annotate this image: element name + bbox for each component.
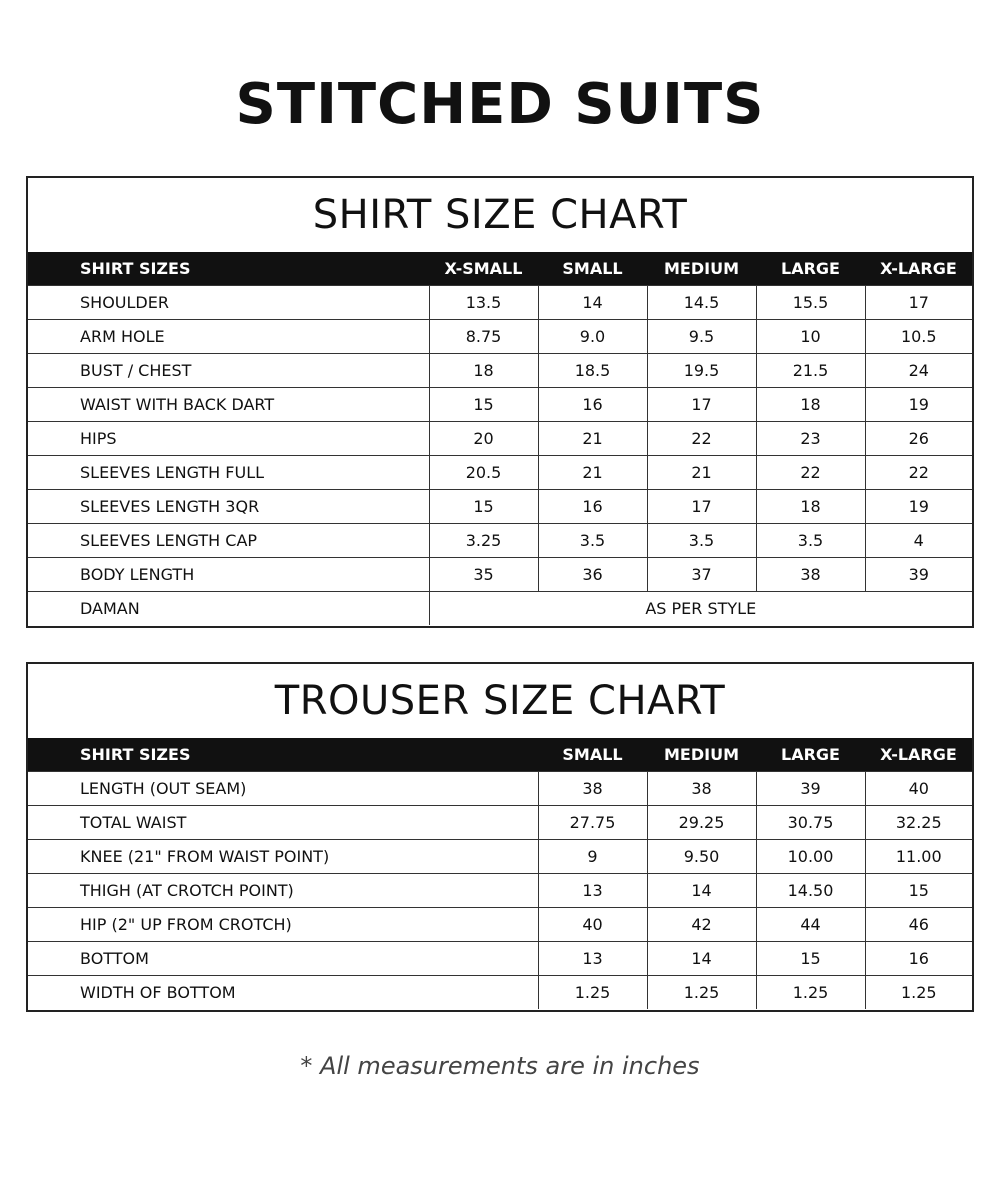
table-row bbox=[28, 976, 972, 1010]
table-cell: 22 bbox=[647, 422, 756, 456]
table-cell: 10 bbox=[756, 320, 865, 354]
table-row-daman bbox=[28, 592, 972, 626]
row-label: KNEE (21" FROM WAIST POINT) bbox=[28, 840, 538, 874]
table-row bbox=[28, 490, 972, 524]
shirt-header-row bbox=[28, 252, 972, 286]
page-title: STITCHED SUITS bbox=[235, 72, 765, 137]
table-cell: 29.25 bbox=[647, 806, 756, 840]
table-cell: 16 bbox=[538, 490, 647, 524]
table-cell: 13 bbox=[538, 942, 647, 976]
table-cell: 16 bbox=[865, 942, 972, 976]
row-label: DAMAN bbox=[28, 592, 429, 626]
table-row bbox=[28, 388, 972, 422]
table-cell: 30.75 bbox=[756, 806, 865, 840]
table-cell: 9.5 bbox=[647, 320, 756, 354]
table-cell: 10.00 bbox=[756, 840, 865, 874]
table-row bbox=[28, 524, 972, 558]
table-cell: 17 bbox=[865, 286, 972, 320]
table-cell: 18 bbox=[756, 490, 865, 524]
trouser-size-chart bbox=[26, 662, 974, 1012]
measurement-footnote: * All measurements are in inches bbox=[300, 1052, 700, 1080]
table-cell: 4 bbox=[865, 524, 972, 558]
table-cell: 18.5 bbox=[538, 354, 647, 388]
column-header: MEDIUM bbox=[647, 252, 756, 286]
table-cell: 46 bbox=[865, 908, 972, 942]
column-header: X-LARGE bbox=[865, 252, 972, 286]
table-cell: 19 bbox=[865, 388, 972, 422]
table-cell: 9.50 bbox=[647, 840, 756, 874]
table-row bbox=[28, 874, 972, 908]
table-cell: 8.75 bbox=[429, 320, 538, 354]
row-label: SLEEVES LENGTH 3QR bbox=[28, 490, 429, 524]
table-cell: 14 bbox=[647, 942, 756, 976]
row-label: HIPS bbox=[28, 422, 429, 456]
table-cell: 38 bbox=[647, 772, 756, 806]
table-cell: 3.5 bbox=[538, 524, 647, 558]
table-cell: 37 bbox=[647, 558, 756, 592]
table-cell: 9.0 bbox=[538, 320, 647, 354]
table-cell: 17 bbox=[647, 490, 756, 524]
table-cell: 17 bbox=[647, 388, 756, 422]
table-row bbox=[28, 286, 972, 320]
table-cell: 18 bbox=[429, 354, 538, 388]
table-row bbox=[28, 558, 972, 592]
table-cell: 16 bbox=[538, 388, 647, 422]
table-cell: 1.25 bbox=[538, 976, 647, 1010]
shirt-size-chart bbox=[26, 176, 974, 628]
table-cell: 1.25 bbox=[647, 976, 756, 1010]
trouser-chart-title: TROUSER SIZE CHART bbox=[274, 678, 726, 724]
table-cell: 21 bbox=[647, 456, 756, 490]
row-label: HIP (2" UP FROM CROTCH) bbox=[28, 908, 538, 942]
row-label: SHOULDER bbox=[28, 286, 429, 320]
table-cell: 38 bbox=[538, 772, 647, 806]
table-cell: 32.25 bbox=[865, 806, 972, 840]
table-cell: 20.5 bbox=[429, 456, 538, 490]
table-row bbox=[28, 422, 972, 456]
table-cell: 19 bbox=[865, 490, 972, 524]
table-cell: 22 bbox=[865, 456, 972, 490]
column-header: LARGE bbox=[756, 738, 865, 772]
table-cell: 42 bbox=[647, 908, 756, 942]
table-cell: 18 bbox=[756, 388, 865, 422]
table-cell: 40 bbox=[538, 908, 647, 942]
table-cell: 15 bbox=[756, 942, 865, 976]
row-label: ARM HOLE bbox=[28, 320, 429, 354]
row-label: LENGTH (OUT SEAM) bbox=[28, 772, 538, 806]
table-cell: 15.5 bbox=[756, 286, 865, 320]
table-cell: 21 bbox=[538, 456, 647, 490]
table-cell: 15 bbox=[865, 874, 972, 908]
table-cell: 15 bbox=[429, 388, 538, 422]
table-cell: 36 bbox=[538, 558, 647, 592]
row-label: THIGH (AT CROTCH POINT) bbox=[28, 874, 538, 908]
row-label: BUST / CHEST bbox=[28, 354, 429, 388]
table-cell: 10.5 bbox=[865, 320, 972, 354]
column-header: SMALL bbox=[538, 252, 647, 286]
row-label: WAIST WITH BACK DART bbox=[28, 388, 429, 422]
table-cell: 9 bbox=[538, 840, 647, 874]
daman-value-cell: AS PER STYLE bbox=[429, 592, 972, 626]
column-header: SHIRT SIZES bbox=[28, 252, 429, 286]
trouser-header-row bbox=[28, 738, 972, 772]
table-row bbox=[28, 840, 972, 874]
column-header: X-LARGE bbox=[865, 738, 972, 772]
row-label: BODY LENGTH bbox=[28, 558, 429, 592]
table-cell: 3.25 bbox=[429, 524, 538, 558]
table-cell: 27.75 bbox=[538, 806, 647, 840]
table-cell: 14 bbox=[538, 286, 647, 320]
table-cell: 38 bbox=[756, 558, 865, 592]
trouser-size-table bbox=[28, 738, 972, 1009]
table-cell: 14.50 bbox=[756, 874, 865, 908]
row-label: TOTAL WAIST bbox=[28, 806, 538, 840]
table-cell: 1.25 bbox=[756, 976, 865, 1010]
table-cell: 20 bbox=[429, 422, 538, 456]
table-cell: 35 bbox=[429, 558, 538, 592]
table-cell: 1.25 bbox=[865, 976, 972, 1010]
table-cell: 39 bbox=[756, 772, 865, 806]
table-row bbox=[28, 908, 972, 942]
table-cell: 3.5 bbox=[647, 524, 756, 558]
column-header: SMALL bbox=[538, 738, 647, 772]
table-cell: 15 bbox=[429, 490, 538, 524]
table-row bbox=[28, 320, 972, 354]
table-cell: 13.5 bbox=[429, 286, 538, 320]
table-cell: 44 bbox=[756, 908, 865, 942]
table-cell: 22 bbox=[756, 456, 865, 490]
table-row bbox=[28, 772, 972, 806]
column-header: X-SMALL bbox=[429, 252, 538, 286]
table-cell: 14 bbox=[647, 874, 756, 908]
row-label: SLEEVES LENGTH CAP bbox=[28, 524, 429, 558]
table-row bbox=[28, 806, 972, 840]
column-header: MEDIUM bbox=[647, 738, 756, 772]
table-cell: 21 bbox=[538, 422, 647, 456]
column-header: LARGE bbox=[756, 252, 865, 286]
table-cell: 3.5 bbox=[756, 524, 865, 558]
table-cell: 26 bbox=[865, 422, 972, 456]
row-label: WIDTH OF BOTTOM bbox=[28, 976, 538, 1010]
row-label: BOTTOM bbox=[28, 942, 538, 976]
table-cell: 40 bbox=[865, 772, 972, 806]
table-row bbox=[28, 456, 972, 490]
table-cell: 14.5 bbox=[647, 286, 756, 320]
table-cell: 24 bbox=[865, 354, 972, 388]
table-cell: 39 bbox=[865, 558, 972, 592]
table-cell: 13 bbox=[538, 874, 647, 908]
table-cell: 11.00 bbox=[865, 840, 972, 874]
table-cell: 23 bbox=[756, 422, 865, 456]
table-cell: 19.5 bbox=[647, 354, 756, 388]
column-header: SHIRT SIZES bbox=[28, 738, 538, 772]
table-row bbox=[28, 942, 972, 976]
table-row bbox=[28, 354, 972, 388]
shirt-chart-title: SHIRT SIZE CHART bbox=[312, 192, 688, 238]
shirt-size-table bbox=[28, 252, 972, 625]
table-cell: 21.5 bbox=[756, 354, 865, 388]
row-label: SLEEVES LENGTH FULL bbox=[28, 456, 429, 490]
